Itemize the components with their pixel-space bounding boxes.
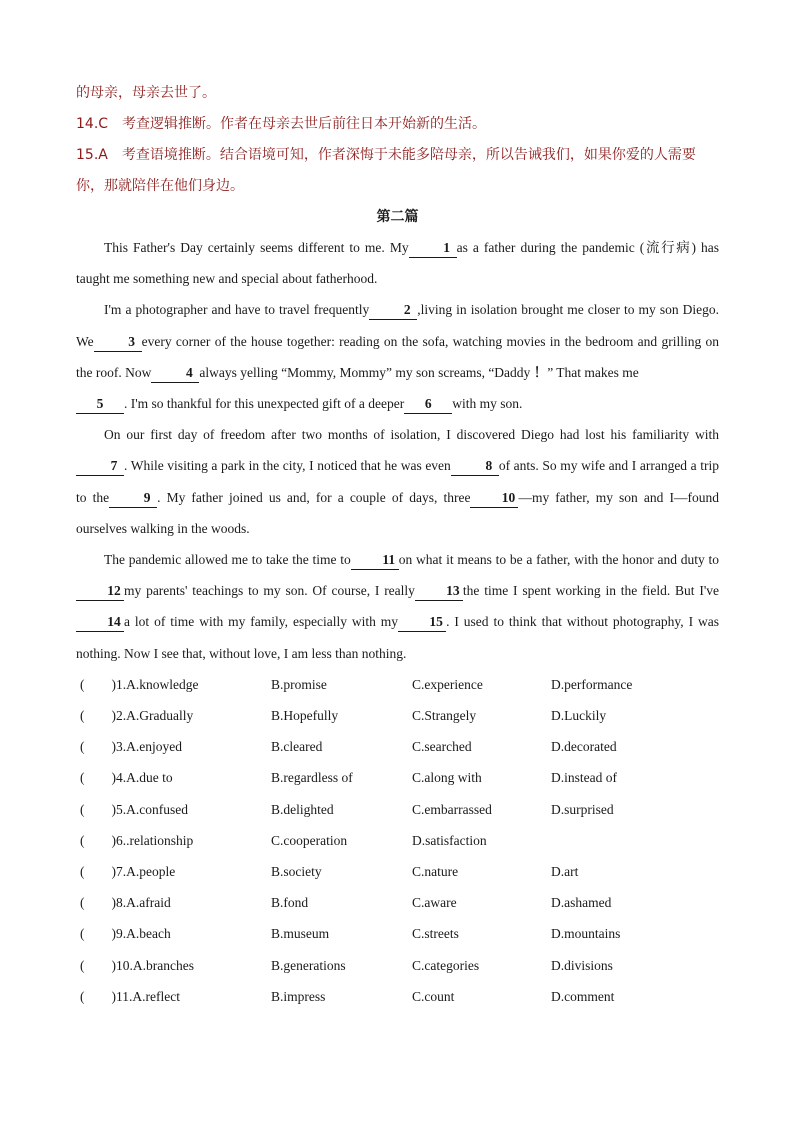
passage-text: . While visiting a park in the city, I noticed that he was even [124,458,451,474]
passage-paragraph [76,419,719,544]
option-c: D.satisfaction [412,832,487,848]
passage-text: the time I spent working in the field. But I've [462,583,719,599]
option-b: B.Hopefully [271,708,339,724]
option-b: B.impress [271,988,326,1004]
passage-text: every corner of the house together: reading on the sofa, watching movies in the bedroom and grilling on the roof. Now [76,333,719,380]
option-d: D.instead of [551,770,617,786]
option-b: C.cooperation [271,832,348,848]
passage-paragraph [76,294,719,388]
passage-text: On our first day of freedom after two months of isolation, I discovered Diego had lost his familiarity with [104,427,719,443]
option-row [76,794,719,825]
option-a: 8.A.afraid [116,895,171,911]
option-a: 7.A.people [116,863,176,879]
option-b: B.museum [271,926,330,942]
option-d: D.decorated [551,739,617,755]
answer-parentheses[interactable]: ( ) [80,895,116,911]
passage-text: on what it means to be a father, with the honor and duty to [398,552,719,568]
option-a: 11.A.reflect [116,988,180,1004]
option-c: C.experience [412,676,483,692]
blank-8: 8 [451,457,499,476]
option-a: 3.A.enjoyed [116,739,182,755]
option-b: B.cleared [271,739,323,755]
answer-parentheses[interactable]: ( ) [80,770,116,786]
worksheet-page [76,78,719,1012]
option-c: C.categories [412,957,480,973]
passage-text: —my father, my son and I—found ourselves walking in the woods. [76,489,719,536]
option-a: 9.A.beach [116,926,171,942]
option-row [76,825,719,856]
blank-15: 15 [398,613,446,632]
section-title: 第二篇 [376,209,419,225]
option-row [76,762,719,793]
answer-parentheses[interactable]: ( ) [80,739,116,755]
answer-parentheses[interactable]: ( ) [80,988,116,1004]
option-a: 6..relationship [116,832,194,848]
option-d: D.comment [551,988,615,1004]
answer-explanations [76,78,719,202]
answer-line: 的母亲，母亲去世了。 [76,85,216,101]
option-b: B.promise [271,676,327,692]
option-d: D.ashamed [551,895,612,911]
blank-14: 14 [76,613,124,632]
cloze-passage [76,232,719,669]
option-a: 10.A.branches [116,957,194,973]
option-d: D.divisions [551,957,613,973]
option-d: D.surprised [551,801,614,817]
blank-2: 2 [369,301,417,320]
passage-paragraph [76,388,719,419]
option-b: B.society [271,863,322,879]
answer-parentheses[interactable]: ( ) [80,708,116,724]
blank-9: 9 [109,489,157,508]
option-b: B.regardless of [271,770,353,786]
exclamation-mark: ！ [533,364,548,380]
blank-1: 1 [409,239,457,258]
option-c: C.count [412,988,455,1004]
option-d: D.Luckily [551,708,607,724]
answer-parentheses[interactable]: ( ) [80,801,116,817]
option-b: B.delighted [271,801,334,817]
option-row [76,981,719,1012]
option-b: B.generations [271,957,346,973]
passage-text: ,living in isolation brought me closer to my son Diego. We [76,302,719,349]
blank-10: 10 [470,489,518,508]
option-row [76,856,719,887]
answer-parentheses[interactable]: ( ) [80,676,116,692]
answer-parentheses[interactable]: ( ) [80,863,116,879]
answer-line: 15.A 考查语境推断。结合语境可知，作者深悔于未能多陪母亲，所以告诫我们，如果你爱的人需要你，那就陪伴在他们身边。 [76,147,696,194]
answer-parentheses[interactable]: ( ) [80,926,116,942]
passage-text: ” That makes me [547,364,639,380]
passage-text: I'm a photographer and have to travel frequently [104,302,370,318]
answer-line: 14.C 考查逻辑推断。作者在母亲去世后前往日本开始新的生活。 [76,116,487,132]
option-row [76,950,719,981]
option-b: B.fond [271,895,309,911]
passage-paragraph [76,544,719,669]
blank-5: 5 [76,395,124,414]
blank-11: 11 [351,551,399,570]
passage-text: of ants. So my wife and I arranged a trip to the [76,458,719,505]
blank-3: 3 [94,333,142,352]
blank-6: 6 [404,395,452,414]
passage-text: This Father's Day certainly seems different to me. My [104,240,409,255]
blank-4: 4 [151,364,199,383]
option-c: C.along with [412,770,482,786]
option-row [76,731,719,762]
passage-paragraph [76,232,719,294]
option-row [76,918,719,949]
passage-text: The pandemic allowed me to take the time to [104,552,351,568]
blank-12: 12 [76,582,124,601]
passage-text: . I used to think that without photography, I was nothing. Now I see that, without love, I am less than nothing. [76,614,720,661]
option-row [76,887,719,918]
passage-text: my parents' teachings to my son. Of course, I really [124,583,415,599]
option-c: C.nature [412,863,459,879]
option-c: C.searched [412,739,472,755]
option-c: C.aware [412,895,457,911]
option-d: D.mountains [551,926,621,942]
option-c: C.Strangely [412,708,477,724]
option-a: 4.A.due to [116,770,173,786]
passage-text: . I'm so thankful for this unexpected gift of a deeper [124,396,405,412]
option-d: D.art [551,863,579,879]
answer-parentheses[interactable]: ( ) [80,957,116,973]
passage-text: always yelling “Mommy, Mommy” my son screams, “Daddy [199,364,531,380]
option-row [76,700,719,731]
option-a: 5.A.confused [116,801,188,817]
options-list [76,669,719,1012]
passage-text: as a father during the pandemic (流行病) has taught me something new and special about fatherhood. [76,240,719,287]
blank-13: 13 [415,582,463,601]
option-d: D.performance [551,676,633,692]
option-a: 2.A.Gradually [116,708,194,724]
answer-parentheses[interactable]: ( ) [80,832,116,848]
blank-7: 7 [76,457,124,476]
option-c: C.streets [412,926,459,942]
passage-text: with my son. [452,396,523,412]
option-a: 1.A.knowledge [116,676,199,692]
option-row [76,669,719,700]
option-c: C.embarrassed [412,801,492,817]
passage-text: a lot of time with my family, especially with my [124,614,399,630]
passage-text: . My father joined us and, for a couple of days, three [157,489,471,505]
